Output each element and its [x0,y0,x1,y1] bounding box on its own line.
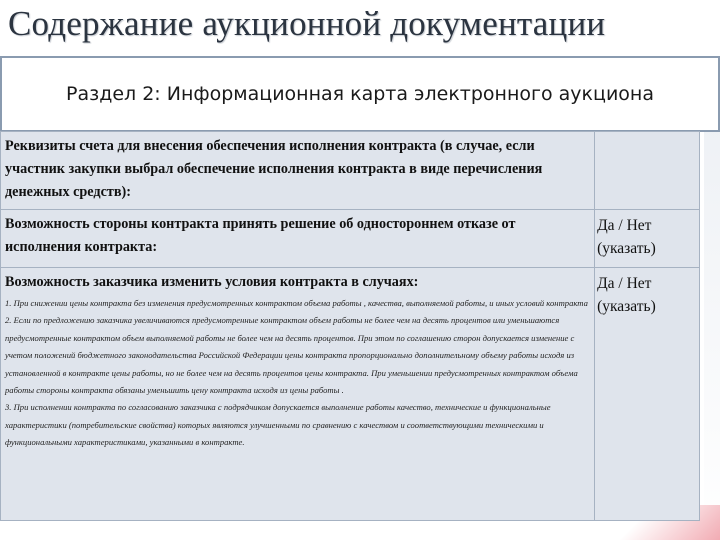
answer-text: Да / Нет (указать) [597,275,656,315]
question-text: Возможность стороны контракта принять решение об одностороннем отказе от исполнения контракта: [5,216,516,255]
question-cell [1,132,595,210]
question-cell [1,268,595,521]
table-row [1,268,700,521]
page-title: Содержание аукционной документации [8,4,606,43]
table-row [1,210,700,268]
decorative-side-band [704,120,720,540]
question-cell [1,210,595,268]
conditions-details: 1. При снижении цены контракта без изменения предусмотренных контрактом объема работы , качества, выполняемой работы, и иных условий контракта 2. Если по предложению заказчика увеличиваются предусмотренные контрактом объем работы не более чем на десять процентов или уменьшаются предусмотренные контрактом объем выполняемой работы не более чем на десять процентов. При этом по соглашению сторон допускается изменение с учетом положений бюджетного законодательства Российской Федерации цены контракта пропорционально дополнительному объему работы исходя из установленной в контракте цены работы, но не более чем на десять процентов цены контракта. При уменьшении предусмотренных контрактом объема работы стороны контракта обязаны уменьшить цену контракта исходя из цены работы . 3. При исполнении контракта по согласованию заказчика с подрядчиком допускается выполнение работы качество, технические и функциональные характеристики (потребительские свойства) которых являются улучшенными по сравнению с качеством и соответствующими техническими и функциональными характеристиками, указанными в контракте. [5,298,588,448]
question-text: Возможность заказчика изменить условия контракта в случаях: [5,274,419,290]
section-title: Раздел 2: Информационная карта электронного аукциона [65,82,655,105]
info-table [0,131,700,521]
section-header [0,56,720,132]
answer-cell [595,268,700,521]
question-text: Реквизиты счета для внесения обеспечения исполнения контракта (в случае, если участник закупки выбрал обеспечение исполнения контракта в виде перечисления денежных средств): [5,138,543,200]
table-row [1,132,700,210]
answer-cell [595,132,700,210]
answer-text: Да / Нет (указать) [597,217,656,257]
answer-cell [595,210,700,268]
